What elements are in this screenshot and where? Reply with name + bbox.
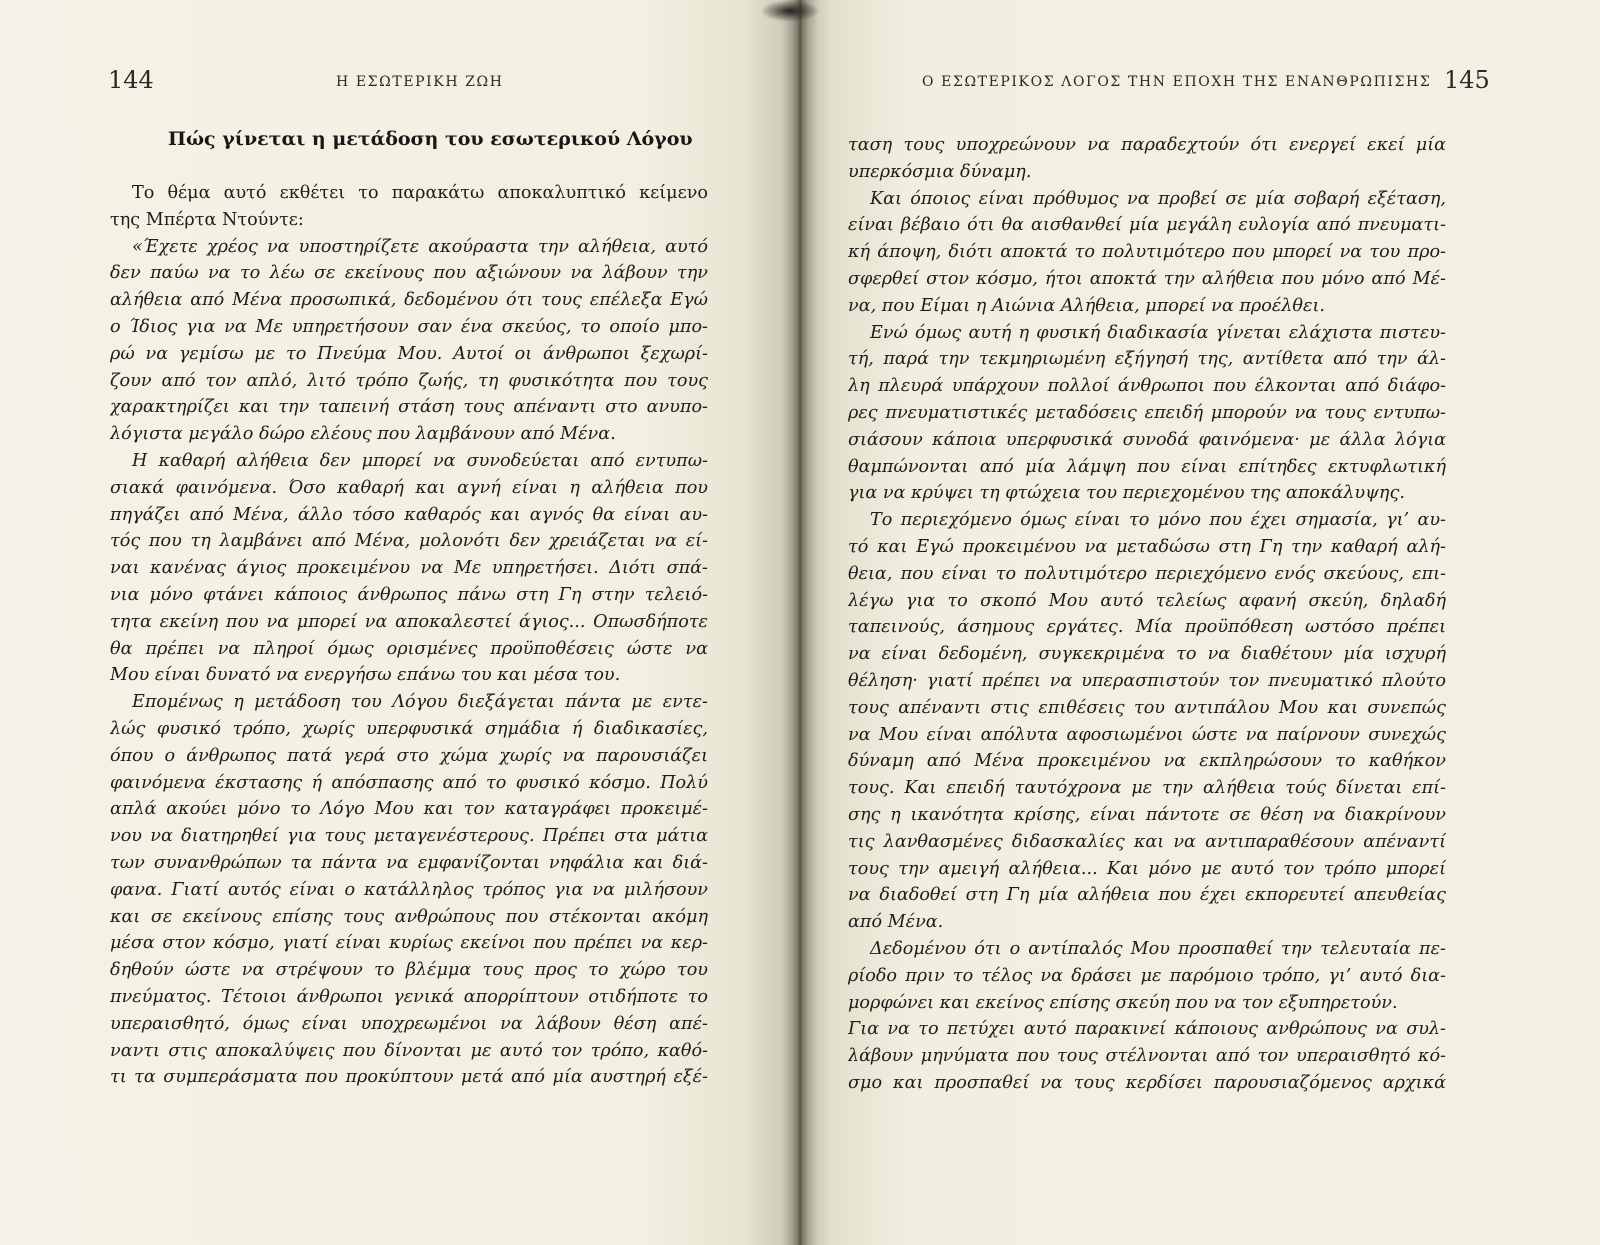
text-line: σιάσουν κάποια υπερφυσικά συνοδά φαινόμενα· με άλλα λόγια: [848, 429, 1446, 450]
text-line: τους απέναντι στις επιθέσεις του αντιπάλου Μου και συνεπώς: [848, 697, 1446, 718]
text-line: είναι βέβαιο ότι θα αισθανθεί μία μεγάλη ευλογία από πνευματι-: [848, 215, 1446, 236]
text-line: Ενώ όμως αυτή η φυσική διαδικασία γίνεται ελάχιστα πιστευ-: [870, 322, 1446, 343]
text-line: χαρακτηρίζει και την ταπεινή στάση τους απέναντι στο ανυπο-: [110, 397, 708, 418]
text-line: τους την αμειγή αλήθεια... Και μόνο με αυτό τον τρόπο μπορεί: [848, 858, 1446, 879]
text-line: λόγιστα μεγάλο δώρο ελέους που λαμβάνουν από Μένα.: [110, 424, 616, 445]
text-line: να είναι δεδομένη, συγκεκριμένα το να διαθέτουν μία ισχυρή: [848, 644, 1446, 665]
text-line: Μου είναι δυνατό να ενεργήσω επάνω του και μέσα του.: [110, 665, 621, 686]
text-line: μορφώνει και εκείνος επίσης σκεύη που να τον εξυπηρετούν.: [848, 992, 1398, 1013]
text-line: «Έχετε χρέος να υποστηρίζετε ακούραστα την αλήθεια, αυτό: [132, 236, 708, 257]
text-line: ναι κανένας άγιος προκειμένου να Με υπηρετήσει. Διότι σπά-: [110, 558, 708, 579]
text-line: τό και Εγώ προκειμένου να μεταδώσω στη Γη την καθαρή αλή-: [848, 536, 1446, 557]
text-line: της Μπέρτα Ντούντε:: [110, 209, 304, 230]
text-line: ζουν από τον απλό, λιτό τρόπο ζωής, τη φυσικότητα που τους: [110, 370, 708, 391]
text-line: Η καθαρή αλήθεια δεν μπορεί να συνοδεύεται από εντυπω-: [132, 450, 708, 471]
text-line: μέσα στον κόσμο, γιατί είναι κυρίως εκείνοι που πρέπει να κερ-: [110, 933, 708, 954]
text-line: Το περιεχόμενο όμως είναι το μόνο που έχει σημασία, γι’ αυ-: [870, 510, 1446, 531]
text-line: ταση τους υποχρεώνουν να παραδεχτούν ότι ενεργεί εκεί μία: [848, 135, 1446, 155]
text-line: σιακά φαινόμενα. Όσο καθαρή και αγνή είναι η αλήθεια που: [110, 477, 708, 498]
text-line: Για να το πετύχει αυτό παρακινεί κάποιους ανθρώπους να συλ-: [848, 1019, 1446, 1040]
text-line: ταπεινούς, άσημους εργάτες. Μία προϋπόθεση ωστόσο πρέπει: [848, 617, 1446, 638]
text-line: των συνανθρώπων τα πάντα να εμφανίζονται νηφάλια και διά-: [110, 852, 708, 873]
text-line: και σε εκείνους επίσης τους ανθρώπους που στέκονται ακόμη: [110, 906, 708, 927]
right-page-number: 145: [1444, 66, 1490, 94]
right-running-head: Ο ΕΣΩΤΕΡΙΚΟΣ ΛΟΓΟΣ ΤΗΝ ΕΠΟΧΗ ΤΗΣ ΕΝΑΝΘΡΩΠΙΣΗΣ: [922, 74, 1432, 90]
text-line: απλά ακούει μόνο το Λόγο Μου και τον καταγράφει προκειμέ-: [110, 799, 708, 820]
text-line: Το θέμα αυτό εκθέτει το παρακάτω αποκαλυπτικό κείμενο: [132, 183, 708, 203]
text-line: θέληση· γιατί πρέπει να υπερασπιστούν τον πνευματικό πλούτο: [848, 670, 1446, 691]
right-page-body: [848, 132, 1446, 1097]
text-line: θα πρέπει να πληροί όμως ορισμένες προϋποθέσεις ώστε να: [110, 638, 708, 659]
text-line: υπεραισθητό, όμως είναι υποχρεωμένοι να λάβουν θέση απέ-: [110, 1013, 708, 1034]
text-line: τή, παρά την τεκμηριωμένη εξήγησή της, αντίθετα από την άλ-: [848, 349, 1446, 370]
text-line: λάβουν μηνύματα που τους στέλνονται από τον υπεραισθητό κό-: [848, 1046, 1446, 1067]
book-gutter: [782, 0, 818, 1245]
text-line: λέγω για το σκοπό Μου αυτό τελείως αφανή σκεύη, δηλαδή: [848, 590, 1446, 611]
text-line: δηθούν ώστε να στρέψουν το βλέμμα τους προς το χώρο του: [110, 960, 708, 981]
text-line: πνεύματος. Τέτοιοι άνθρωποι γενικά απορρίπτουν οτιδήποτε το: [110, 986, 708, 1007]
text-line: Επομένως η μετάδοση του Λόγου διεξάγεται πάντα με εντε-: [132, 692, 708, 713]
text-line: να Μου είναι απόλυτα αφοσιωμένοι ώστε να παίρνουν συνεχώς: [848, 724, 1446, 745]
text-line: αλήθεια από Μένα προσωπικά, δεδομένου ότι τους επέλεξα Εγώ: [110, 290, 708, 311]
text-line: νου να διατηρηθεί για τους μεταγενέστερους. Πρέπει στα μάτια: [110, 826, 708, 847]
text-line: σμο και προσπαθεί να τους κερδίσει παρουσιαζόμενος αρχικά: [848, 1072, 1446, 1093]
text-line: σφερθεί στον κόσμο, ήτοι αποκτά την αλήθεια που μόνο από Μέ-: [848, 268, 1446, 289]
text-line: τις λανθασμένες διδασκαλίες και να αντιπαραθέσουν απέναντί: [848, 831, 1446, 852]
text-line: πηγάζει από Μένα, άλλο τόσο καθαρός και αγνός θα είναι αυ-: [110, 504, 708, 525]
text-line: κή άποψη, διότι αποκτά το πολυτιμότερο που μπορεί να του προ-: [848, 242, 1446, 263]
text-line: να, που Είμαι η Αιώνια Αλήθεια, μπορεί να προέλθει.: [848, 295, 1325, 316]
text-line: θαμπώνονται από μία λάμψη που είναι επίτηδες εκτυφλωτική: [848, 456, 1446, 477]
text-line: ρες πνευματιστικές μεταδόσεις επειδή μπορούν να τους εντυπω-: [848, 402, 1446, 423]
text-line: τι τα συμπεράσματα που προκύπτουν μετά από μία αυστηρή εξέ-: [110, 1067, 708, 1088]
text-line: λώς φυσικό τρόπο, χωρίς υπερφυσικά σημάδια ή διαδικασίες,: [110, 718, 708, 739]
text-line: σης η ικανότητα κρίσης, είναι πάντοτε σε θέση να διακρίνουν: [848, 804, 1446, 825]
text-line: ρώ να γεμίσω με το Πνεύμα Μου. Αυτοί οι άνθρωποι ξεχωρί-: [110, 343, 708, 364]
text-line: ναντι στις αποκαλύψεις που δίνονται με αυτό τον τρόπο, καθό-: [110, 1040, 708, 1061]
left-page-number: 144: [108, 66, 154, 94]
left-page-body: [110, 180, 708, 1091]
text-line: λη πλευρά υπάρχουν πολλοί άνθρωποι που έλκονται από διάφο-: [848, 376, 1446, 397]
text-line: φαινόμενα έκστασης ή απόσπασης από το φυσικό κόσμο. Πολύ: [110, 772, 708, 793]
text-line: τός που τη λαμβάνει από Μένα, μολονότι δεν χρειάζεται να εί-: [110, 531, 708, 552]
binding-shadow: [760, 0, 820, 22]
text-line: Δεδομένου ότι ο αντίπαλός Μου προσπαθεί την τελευταία πε-: [870, 938, 1446, 959]
text-line: τητα εκείνη που να μπορεί να αποκαλεστεί άγιος... Οπωσδήποτε: [110, 611, 708, 632]
text-line: ρίοδο πριν το τέλος να δράσει με παρόμοιο τρόπο, γι’ αυτό δια-: [848, 965, 1446, 986]
text-line: όπου ο άνθρωπος πατά γερά στο χώμα χωρίς να παρουσιάζει: [110, 745, 708, 766]
text-line: για να κρύψει τη φτώχεια του περιεχομένου της αποκάλυψης.: [848, 483, 1405, 504]
text-line: δύναμη από Μένα προκειμένου να εκπληρώσουν το καθήκον: [848, 751, 1446, 772]
text-line: δεν παύω να το λέω σε εκείνους που αξιώνουν να λάβουν την: [110, 263, 708, 284]
text-line: φανα. Γιατί αυτός είναι ο κατάλληλος τρόπος για να μιλήσουν: [110, 879, 708, 900]
text-line: ο Ίδιος για να Με υπηρετήσουν σαν ένα σκεύος, το οποίο μπο-: [110, 316, 708, 337]
text-line: υπερκόσμια δύναμη.: [848, 161, 1032, 182]
section-title: Πώς γίνεται η μετάδοση του εσωτερικού Λόγου: [168, 128, 693, 150]
text-line: τους. Και επειδή ταυτόχρονα με την αλήθεια τούς δίνεται επί-: [848, 778, 1446, 799]
text-line: να διαδοθεί στη Γη μία αλήθεια που έχει εκπορευτεί απευθείας: [848, 885, 1446, 906]
text-line: θεια, που είναι το πολυτιμότερο περιεχόμενο ενός σκεύους, επι-: [848, 563, 1446, 584]
left-running-head: Η ΕΣΩΤΕΡΙΚΗ ΖΩΗ: [336, 74, 504, 90]
text-line: Και όποιος είναι πρόθυμος να προβεί σε μία σοβαρή εξέταση,: [870, 188, 1446, 209]
text-line: νια μόνο φτάνει κάποιος άνθρωπος πάνω στη Γη στην τελειό-: [110, 584, 708, 605]
text-line: από Μένα.: [848, 912, 944, 933]
